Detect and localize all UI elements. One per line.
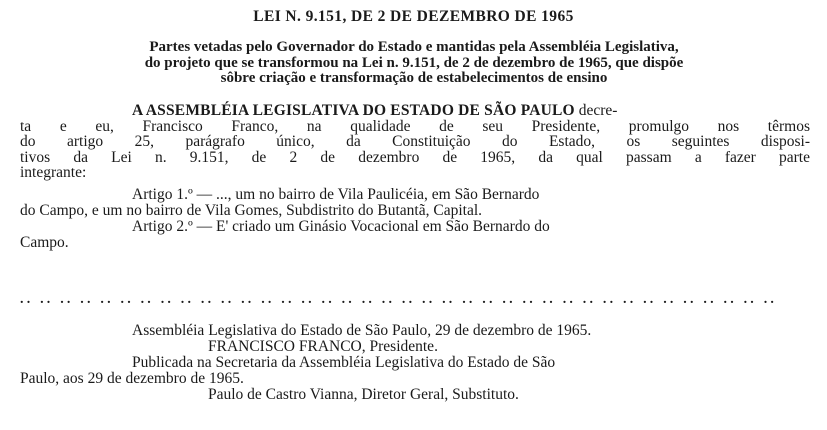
publication-line: Publicada na Secretaria da Assembléia Legislativa do Estado de São — [132, 354, 556, 371]
preamble-first-line-tail: decre- — [574, 102, 618, 119]
place-date-line: Assembléia Legislativa do Estado de São Paulo, 29 de dezembro de 1965. — [132, 322, 592, 339]
article-2-continuation: Campo. — [20, 233, 69, 251]
summary-line: do projeto que se transformou na Lei n. 9.151, de 2 de dezembro de 1965, que dispõe — [144, 54, 684, 71]
preamble-first-line — [20, 103, 810, 119]
article-1-first-line: Artigo 1.º — ..., um no bairro de Vila Paulicéia, em São Bernardo — [132, 186, 540, 203]
preamble-line: ta e eu, Francisco Franco, na qualidade de seu Presidente, promulgo nos têrmos — [20, 117, 810, 135]
summary-line: Partes vetadas pelo Governador do Estado e mantidas pela Assembléia Legislativa, — [149, 39, 679, 55]
omission-separator: .. .. .. .. .. .. .. .. .. .. .. .. .. .. .. .. .. .. .. .. .. .. .. .. .. .. .. .. .. .. .. .. .. .. .. .. .. .. — [20, 292, 778, 307]
article-1 — [20, 187, 810, 218]
summary-line: sôbre criação e transformação de estabelecimentos de ensino — [220, 70, 608, 86]
preamble-line: integrante: — [20, 164, 87, 181]
director-signature: Paulo de Castro Vianna, Diretor Geral, Substituto. — [208, 386, 519, 403]
article-1-continuation: do Campo, e um no bairro de Vila Gomes, Subdistrito do Butantã, Capital. — [20, 201, 483, 219]
publication-line: Paulo, aos 29 de dezembro de 1965. — [20, 370, 244, 387]
law-title: LEI N. 9.151, DE 2 DE DEZEMBRO DE 1965 — [253, 8, 574, 25]
closing-block — [20, 323, 810, 403]
article-2 — [20, 219, 810, 250]
president-signature: FRANCISCO FRANCO, Presidente. — [208, 338, 438, 355]
preamble-line: tivos da Lei n. 9.151, de 2 de dezembro de 1965, da qual passam a fazer parte — [20, 148, 810, 166]
preamble-paragraph — [20, 103, 810, 181]
article-2-first-line: Artigo 2.º — E' criado um Ginásio Vocacional em São Bernardo do — [132, 218, 550, 235]
assembly-name: A ASSEMBLÉIA LEGISLATIVA DO ESTADO DE SÃO PAULO — [132, 102, 575, 119]
preamble-line: do artigo 25, parágrafo único, da Constituição do Estado, os seguintes disposi- — [20, 133, 810, 150]
law-summary — [20, 40, 808, 87]
